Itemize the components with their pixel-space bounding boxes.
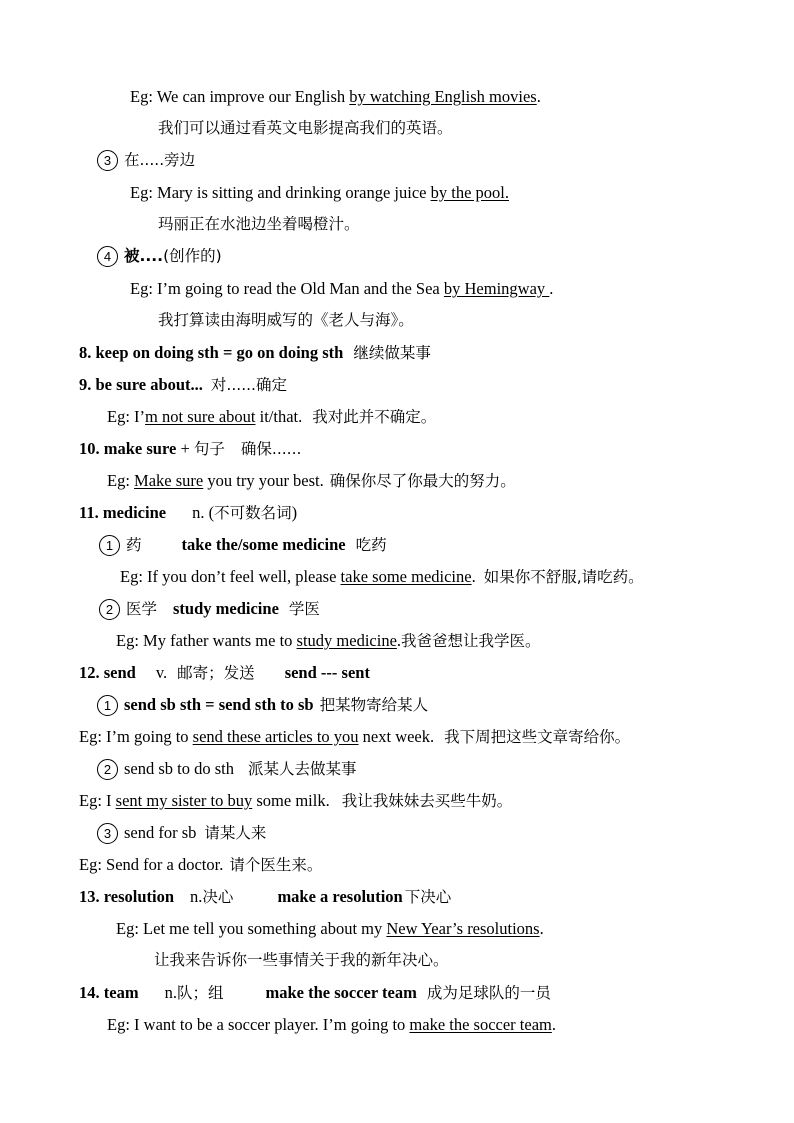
circled-number: 4 <box>97 246 118 267</box>
sub-item-3: 3 在.....旁边 <box>97 149 195 171</box>
translation-line: 我打算读由海明威写的《老人与海》。 <box>158 311 414 329</box>
example-line: Eg: I’m going to read the Old Man and the Sea by Hemingway . <box>130 279 554 298</box>
example-line: Eg: Let me tell you something about my New Year’s resolutions. <box>116 919 544 938</box>
circled-number: 3 <box>97 150 118 171</box>
example-line: Eg: I’m going to send these articles to you next week. 我下周把这些文章寄给你。 <box>79 727 631 746</box>
underlined-phrase: send these articles to you <box>192 727 359 746</box>
sub-item-2: 2 send sb to do sth 派某人去做某事 <box>97 758 357 780</box>
entry-11: 11. medicine n. (不可数名词) <box>79 503 298 522</box>
sub-item-1: 1 send sb sth = send sth to sb 把某物寄给某人 <box>97 694 428 716</box>
example-line: Eg: Send for a doctor. 请个医生来。 <box>79 855 323 874</box>
sub-item-4: 4 被....(创作的) <box>97 245 222 267</box>
entry-14: 14. team n.队；组 make the soccer team 成为足球队的一员 <box>79 983 551 1002</box>
circled-number: 3 <box>97 823 118 844</box>
example-line: Eg: I’m not sure about it/that. 我对此并不确定。 <box>107 407 437 426</box>
example-line: Eg: Make sure you try your best. 确保你尽了你最大的努力。 <box>107 471 516 490</box>
entry-8: 8. keep on doing sth = go on doing sth 继续做某事 <box>79 343 431 362</box>
example-text: Eg: We can improve our English <box>130 87 350 106</box>
sub-item-3: 3 send for sb 请某人来 <box>97 822 266 844</box>
example-line: Eg: Mary is sitting and drinking orange juice by the pool. <box>130 183 509 202</box>
example-line: Eg: We can improve our English by watching English movies. <box>130 87 541 106</box>
example-line: Eg: I sent my sister to buy some milk. 我让我妹妹去买些牛奶。 <box>79 791 513 810</box>
underlined-phrase: take some medicine <box>340 567 472 586</box>
example-line: Eg: My father wants me to study medicine.我爸爸想让我学医。 <box>116 631 541 650</box>
underlined-phrase: study medicine <box>296 631 397 650</box>
underlined-phrase: by watching English movies <box>349 87 537 106</box>
underlined-phrase: make the soccer team <box>409 1015 552 1034</box>
translation-line: 我们可以通过看英文电影提高我们的英语。 <box>158 119 453 137</box>
underlined-phrase: Make sure <box>134 471 204 490</box>
entry-10: 10. make sure + 句子 确保...... <box>79 439 302 458</box>
entry-heading: 8. keep on doing sth = go on doing sth <box>79 343 344 362</box>
underlined-phrase: by the pool. <box>430 183 509 202</box>
circled-number: 2 <box>97 759 118 780</box>
circled-number: 1 <box>99 535 120 556</box>
sub-item-2: 2 医学 study medicine 学医 <box>99 598 320 620</box>
circled-number: 1 <box>97 695 118 716</box>
example-line: Eg: If you don’t feel well, please take some medicine. 如果你不舒服,请吃药。 <box>120 567 644 586</box>
entry-13: 13. resolution n.决心 make a resolution 下决心 <box>79 887 452 906</box>
example-line: Eg: I want to be a soccer player. I’m going to make the soccer team. <box>107 1015 556 1034</box>
underlined-phrase: New Year’s resolutions <box>386 919 540 938</box>
entry-12: 12. send v. 邮寄；发送 send --- sent <box>79 663 370 682</box>
sub-item-1: 1 药 take the/some medicine 吃药 <box>99 534 387 556</box>
entry-heading: 12. send <box>79 663 136 682</box>
entry-heading: 10. make sure <box>79 439 177 458</box>
underlined-phrase: by Hemingway <box>443 279 550 298</box>
entry-heading: 11. medicine <box>79 503 167 522</box>
underlined-phrase: m not sure about <box>145 407 256 426</box>
entry-9: 9. be sure about... 对......确定 <box>79 375 287 394</box>
entry-heading: 13. resolution <box>79 887 175 906</box>
entry-heading: 9. be sure about... <box>79 375 203 394</box>
entry-heading: 14. team <box>79 983 139 1002</box>
translation-line: 让我来告诉你一些事情关于我的新年决心。 <box>154 951 449 969</box>
circled-number: 2 <box>99 599 120 620</box>
underlined-phrase: sent my sister to buy <box>115 791 253 810</box>
translation-line: 玛丽正在水池边坐着喝橙汁。 <box>158 215 360 233</box>
